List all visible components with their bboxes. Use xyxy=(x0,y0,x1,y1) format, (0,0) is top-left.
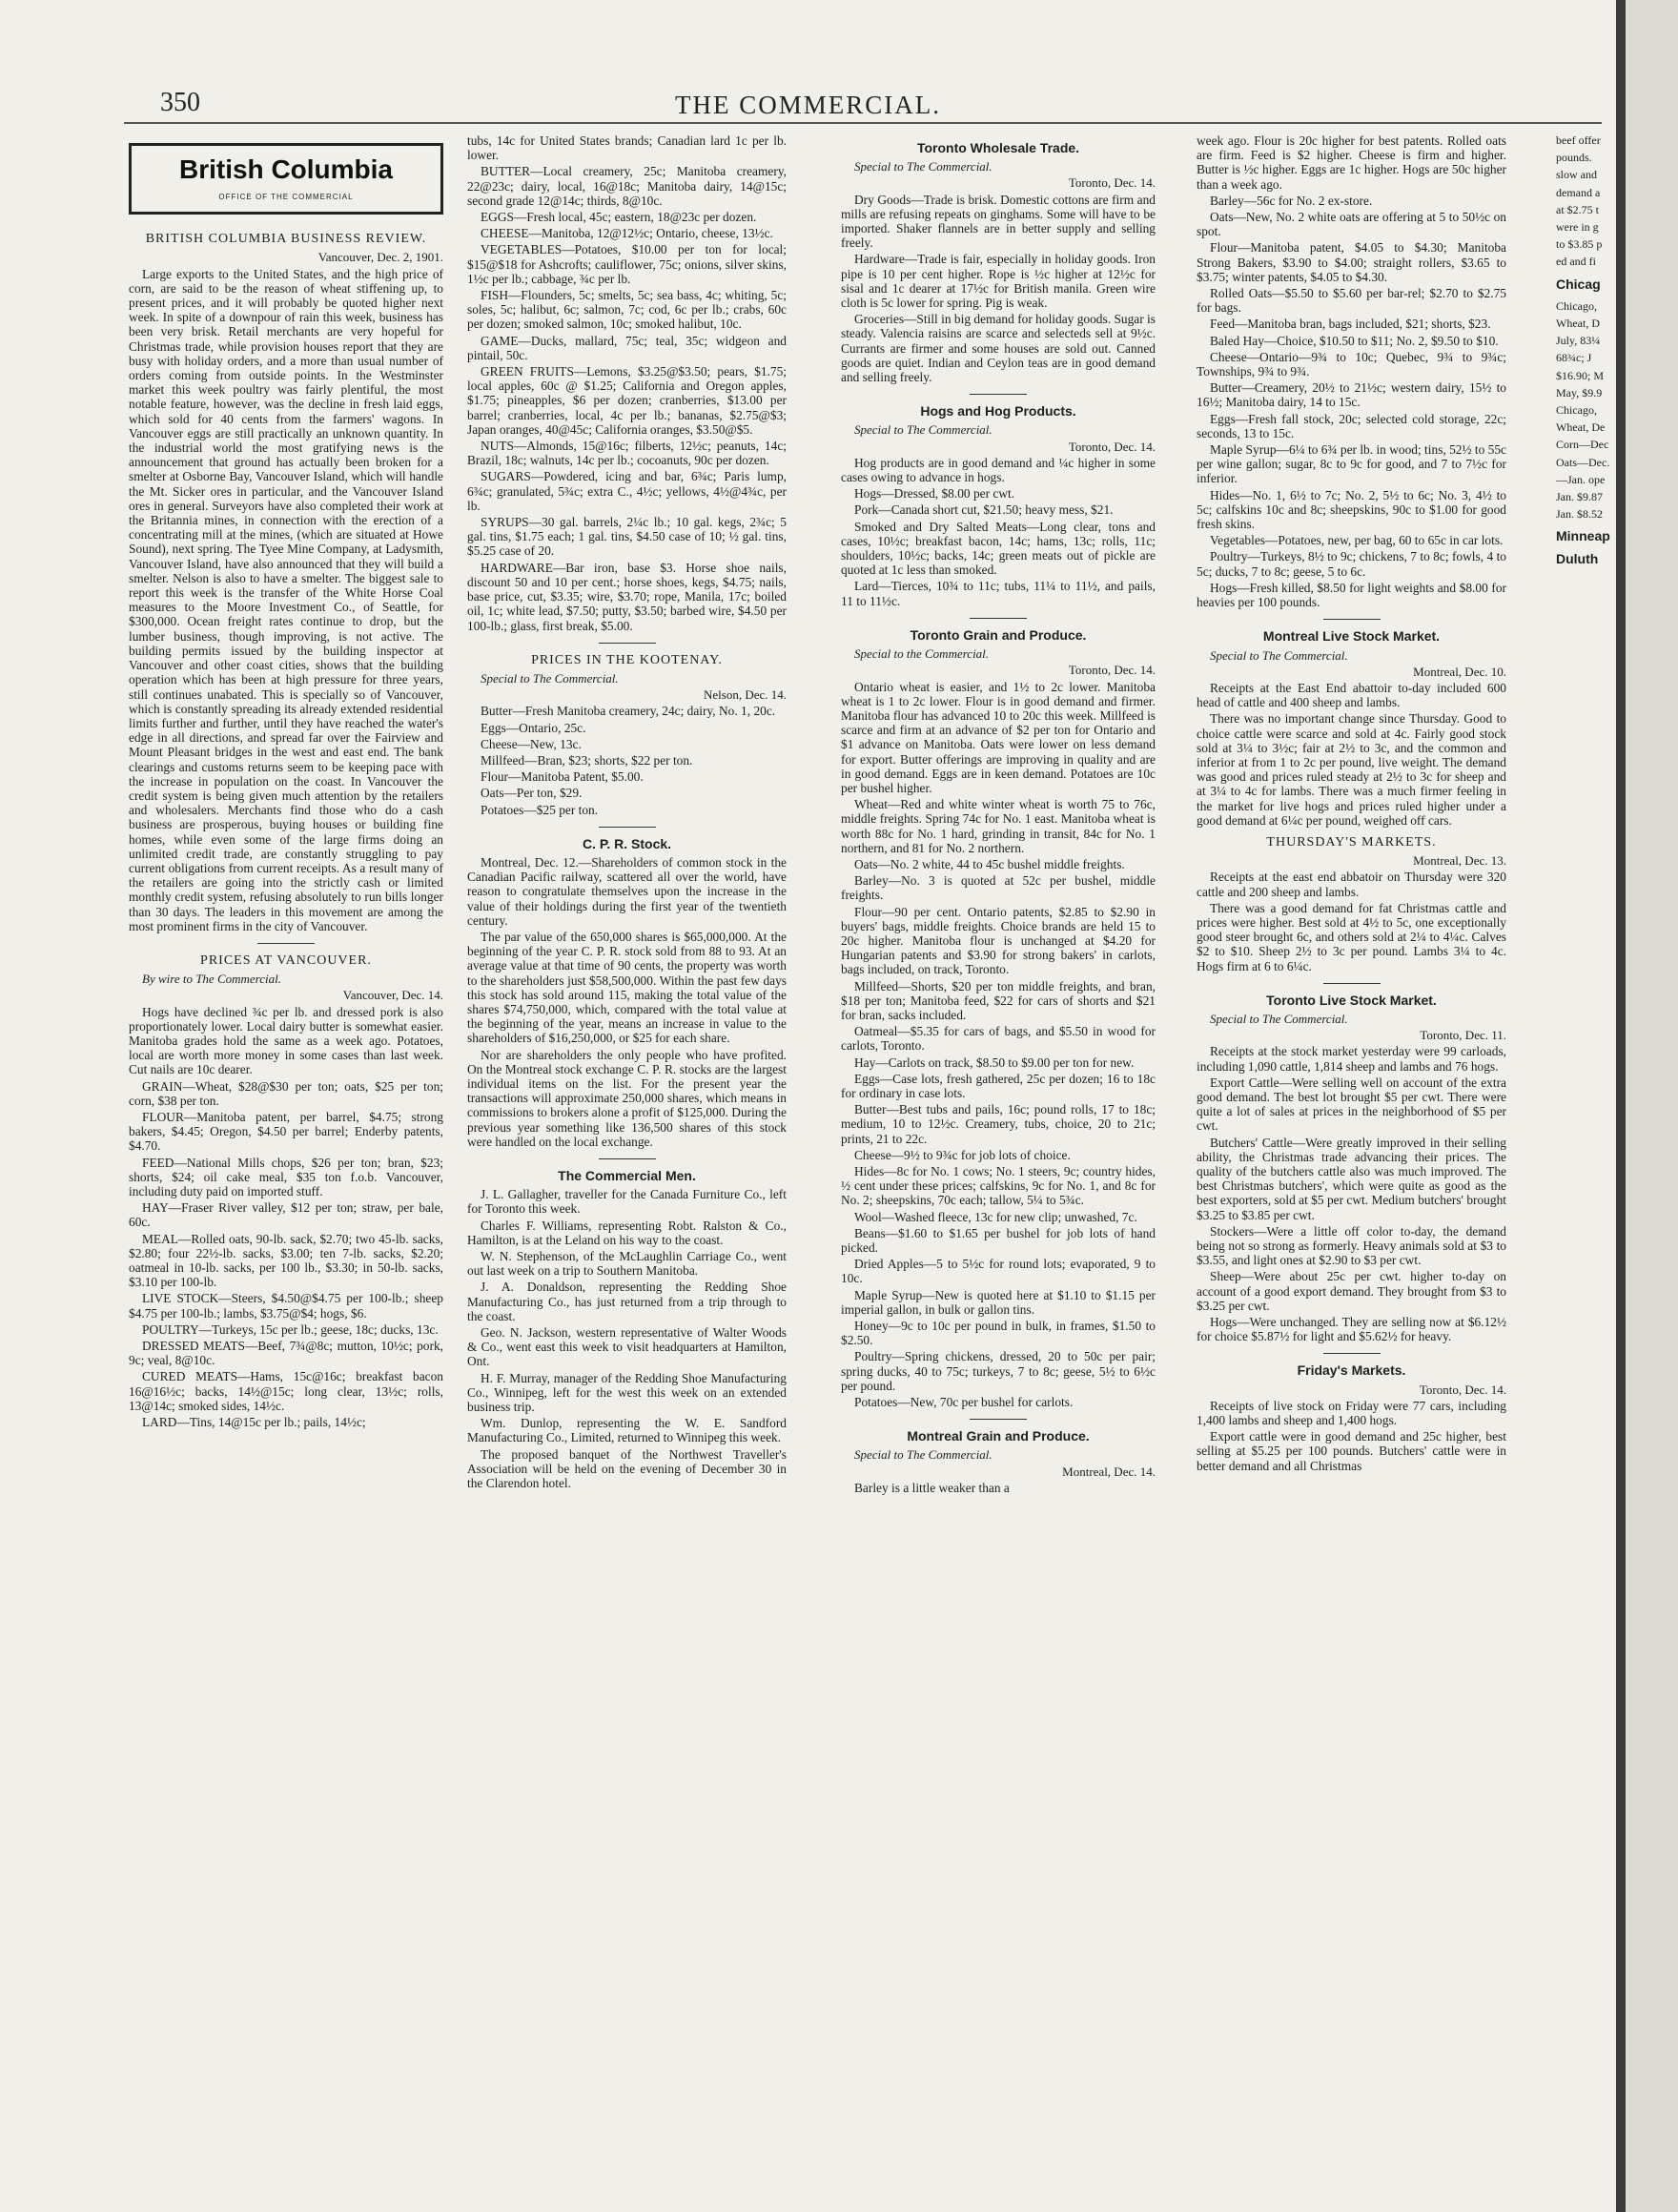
paragraph: Export Cattle—Were selling well on account of the extra good demand. The best lot brought $5 per cwt. There were quite a lot of sales at prices in the neighborhood of $5 per cwt. xyxy=(1197,1075,1506,1134)
paragraph: Hog products are in good demand and ¼c higher in some cases owing to advance in hogs. xyxy=(841,455,1156,485)
byline: Special to The Commercial. xyxy=(854,1447,992,1463)
byline: Special to The Commercial. xyxy=(1210,647,1348,663)
article-heading: Toronto Live Stock Market. xyxy=(1266,992,1437,1008)
paragraph: Receipts of live stock on Friday were 77 cars, including 1,400 lambs and sheep and 1,400 hogs. xyxy=(1197,1398,1506,1428)
paragraph: Oats—New, No. 2 white oats are offering at 5 to 50½c on spot. xyxy=(1197,210,1506,239)
paragraph: Dried Apples—5 to 5½c for round lots; evaporated, 9 to 10c. xyxy=(841,1257,1156,1286)
separator xyxy=(970,618,1027,619)
paragraph: Eggs—Case lots, fresh gathered, 25c per dozen; 16 to 18c for ordinary in case lots. xyxy=(841,1071,1156,1100)
paragraph: Wheat—Red and white winter wheat is worth 75 to 76c, middle freights. Spring 74c for No. 1 east. Manitoba wheat is worth 88c for No. 1 hard, grinding in transit, 84c for No. 1 northern, and 81 for No. 2 northern. xyxy=(841,797,1156,855)
scan-gutter xyxy=(1616,0,1678,2212)
paragraph: Dry Goods—Trade is brisk. Domestic cottons are firm and mills are refusing repeats on ginghams. Some will have to be imported. Shaker flannels are in better supply and selling freely. xyxy=(841,192,1156,251)
separator xyxy=(1323,983,1381,984)
column-1 xyxy=(129,133,443,1431)
article-heading: Toronto Wholesale Trade. xyxy=(916,140,1080,155)
paragraph: Flour—Manitoba patent, $4.05 to $4.30; Manitoba Strong Bakers, $3.90 to $4.00; straight rollers, $3.65 to $3.75; winter patents, $4.05 to $4.30. xyxy=(1197,240,1506,284)
paragraph: Hogs—Were unchanged. They are selling now at $6.12½ for choice $5.87½ for light and $5.62½ for heavy. xyxy=(1197,1315,1506,1344)
article-heading: PRICES AT VANCOUVER. xyxy=(200,952,372,968)
paragraph: Cheese—Ontario—9¾ to 10c; Quebec, 9¾ to 9¾c; Townships, 9¾ to 9¾. xyxy=(1197,349,1506,379)
line: 68¾c; J xyxy=(1556,351,1592,365)
separator xyxy=(599,827,656,828)
byline: By wire to The Commercial. xyxy=(142,972,281,987)
line: Wheat, De xyxy=(1556,420,1606,435)
paragraph: Stockers—Were a little off color to-day, the demand being not so strong as formerly. Heavy animals sold at $3 to $3.55, and light ones at $2.90 to $3 per cwt. xyxy=(1197,1223,1506,1268)
byline: Special to The Commercial. xyxy=(854,159,992,174)
paragraph: Flour—Manitoba Patent, $5.00. xyxy=(481,769,644,785)
line: Jan. $8.52 xyxy=(1556,507,1603,522)
paragraph: Flour—90 per cent. Ontario patents, $2.85 to $2.90 in buyers' bags, middle freights. Choice brands are held 15 to 20c higher. Manitoba flour is unchanged at $4.20 for Hungarian patents and $3.90 for strong bakers' in carlots, bags included, on track, Toronto. xyxy=(841,904,1156,977)
paragraph: Groceries—Still in big demand for holiday goods. Sugar is steady. Valencia raisins are scarce and selecteds sell at 9½c. Currants are firmer and some houses are sold out. Canned goods are quiet. Indian and Ceylon teas are in good demand and selling freely. xyxy=(841,312,1156,385)
separator xyxy=(599,1158,656,1159)
article-heading: THURSDAY'S MARKETS. xyxy=(1266,834,1437,850)
byline: Special to The Commercial. xyxy=(481,670,619,686)
separator xyxy=(970,1419,1027,1420)
line: Jan. $9.87 xyxy=(1556,490,1603,504)
line: to $3.85 p xyxy=(1556,237,1603,252)
paragraph: Wm. Dunlop, representing the W. E. Sandford Manufacturing Co., Limited, returned to Winnipeg this week. xyxy=(467,1416,787,1445)
paragraph: BUTTER—Local creamery, 25c; Manitoba creamery, 22@23c; dairy, local, 16@18c; Manitoba dairy, 14@15c; second grade 12@14c; thirds, 8@10c. xyxy=(467,164,787,208)
paragraph: Maple Syrup—6¼ to 6¾ per lb. in wood; tins, 52½ to 55c per wine gallon; sugar, 8c to 9c for good, and 7 to 7½c for inferior. xyxy=(1197,442,1506,486)
paragraph: There was a good demand for fat Christmas cattle and prices were higher. Best sold at 4½ to 5c, one exceptionally good steer brought 6c, and others sold at 2¼ to 4¼c. Calves $2 to $10. Sheep 2½ to 3c per pound. Lambs 3¼ to 4c. Hogs firm at 6 to 6¼c. xyxy=(1197,900,1506,973)
paragraph: Geo. N. Jackson, western representative of Walter Woods & Co., went east this week to visit headquarters at Hamilton, Ont. xyxy=(467,1325,787,1369)
paragraph: HAY—Fraser River valley, $12 per ton; straw, per bale, 60c. xyxy=(129,1200,443,1230)
separator xyxy=(1323,619,1381,620)
column-5-cropped xyxy=(1556,133,1618,574)
header-rule xyxy=(124,122,1602,124)
article-heading: Montreal Live Stock Market. xyxy=(1262,628,1441,645)
paragraph: Hogs have declined ¾c per lb. and dressed pork is also proportionately lower. Local dairy butter is somewhat easier. Manitoba grades hold the same as a week ago. Potatoes, local are worth more money in some cases than last week. Cut nails are 10c dearer. xyxy=(129,1004,443,1077)
byline: Special to the Commercial. xyxy=(854,646,990,662)
paragraph: FLOUR—Manitoba patent, per barrel, $4.75; strong bakers, $4.45; Oregon, $4.50 per barrel; Enderby patents, $4.70. xyxy=(129,1109,443,1154)
paragraph: Baled Hay—Choice, $10.50 to $11; No. 2, $9.50 to $10. xyxy=(1210,333,1499,348)
paragraph: Ontario wheat is easier, and 1½ to 2c lower. Manitoba wheat is 1 to 2c lower. Flour is in good demand and firmer. Manitoba flour has advanced 10 to 20c this week. Millfeed is scarce and firm at an advance of $2 per ton for Ontario and $1 advance on Manitoba. Oats were lower on less demand for export. Butter offerings are improving in quality and are in good demand. Eggs are in keen demand. Potatoes are 10c per bushel higher. xyxy=(841,679,1156,795)
paragraph: FEED—National Mills chops, $26 per ton; bran, $23; shorts, $24; oil cake meal, $35 ton f.o.b. Vancouver, including duty paid on imported stuff. xyxy=(129,1155,443,1198)
separator xyxy=(257,943,315,944)
paragraph: Poultry—Turkeys, 8½ to 9c; chickens, 7 to 8c; fowls, 4 to 5c; ducks, 7 to 8c; geese, 5 to 6c. xyxy=(1197,549,1506,579)
dateline: Montreal, Dec. 14. xyxy=(1062,1464,1156,1479)
paragraph: Potatoes—$25 per ton. xyxy=(481,802,599,817)
dateline: Toronto, Dec. 14. xyxy=(1068,175,1156,191)
line: —Jan. ope xyxy=(1556,472,1606,486)
paragraph: Butchers' Cattle—Were greatly improved in their selling ability, the Christmas trade advancing their prices. The quality of the butchers cattle also was much improved. The best Christmas butchers', which were quite as good as the best exporters, sold at $5 per cwt. Medium butchers' brought $3.25 to $3.85 per cwt. xyxy=(1197,1135,1506,1222)
paragraph: The proposed banquet of the Northwest Traveller's Association will be held on the evening of December 30 in the Clarendon hotel. xyxy=(467,1446,787,1491)
paragraph: Pork—Canada short cut, $21.50; heavy mess, $21. xyxy=(854,502,1114,518)
paragraph: Hogs—Fresh killed, $8.50 for light weights and $8.00 for heavies per 100 pounds. xyxy=(1197,580,1506,610)
line: Corn—Dec xyxy=(1556,438,1609,452)
paragraph: Oats—Per ton, $29. xyxy=(481,786,583,801)
dateline: Vancouver, Dec. 2, 1901. xyxy=(317,250,443,265)
paragraph: tubs, 14c for United States brands; Canadian lard 1c per lb. lower. xyxy=(467,133,787,163)
paragraph: W. N. Stephenson, of the McLaughlin Carriage Co., went out last week on a trip to Southern Manitoba. xyxy=(467,1249,787,1279)
paragraph: NUTS—Almonds, 15@16c; filberts, 12½c; peanuts, 14c; Brazil, 18c; walnuts, 14c per lb.; cocoanuts, 90c per dozen. xyxy=(467,439,787,468)
line: Chicago, xyxy=(1556,298,1597,313)
column-4 xyxy=(1197,133,1506,1475)
paragraph: Cheese—9½ to 9¾c for job lots of choice. xyxy=(854,1147,1071,1162)
line: July, 83¼ xyxy=(1556,334,1601,348)
paragraph: Hides—No. 1, 6½ to 7c; No. 2, 5½ to 6c; No. 3, 4½ to 5c; calfskins 10c and 8c; sheepskins, 90c to $1.00 for good fresh skins. xyxy=(1197,487,1506,532)
paragraph: Smoked and Dry Salted Meats—Long clear, tons and cases, 10½c; breakfast bacon, 14c; hams, 13c; rolls, 11c; shoulders, 10½c; backs, 14c; green meats out of pickle are quoted at 1c less than smoked. xyxy=(841,519,1156,578)
dateline: Nelson, Dec. 14. xyxy=(703,687,787,703)
paragraph: Rolled Oats—$5.50 to $5.60 per bar-rel; $2.70 to $2.75 for bags. xyxy=(1197,286,1506,316)
paragraph: Lard—Tierces, 10¾ to 11c; tubs, 11¼ to 11½, and pails, 11 to 11½c. xyxy=(841,579,1156,608)
paragraph: Millfeed—Bran, $23; shorts, $22 per ton. xyxy=(481,752,693,768)
paragraph: There was no important change since Thursday. Good to choice cattle were scarce and sold at 4c. Fairly good stock sold at 3¼ to 3½c; fair at 2½ to 3c, and the common and inferior at from 1 to 2c per pound, live weight. The demand was good and prices ruled steady at 2½ to 3c for sheep and at 3¼ to 4c for lambs. There was a much firmer feeling in the market for live hogs and prices ruled higher under a good demand at 6¼c per pound, weighed off cars. xyxy=(1197,711,1506,828)
line: $16.90; M xyxy=(1556,368,1605,382)
paragraph: POULTRY—Turkeys, 15c per lb.; geese, 18c; ducks, 13c. xyxy=(142,1321,439,1337)
paragraph: Charles F. Williams, representing Robt. Ralston & Co., Hamilton, is at the Leland on his way to the coast. xyxy=(467,1218,787,1247)
separator xyxy=(599,643,656,644)
article-heading: The Commercial Men. xyxy=(558,1168,696,1183)
paragraph: Montreal, Dec. 12.—Shareholders of common stock in the Canadian Pacific railway, scattered all over the world, have reason to congratulate themselves upon the increase in the value of their holdings during the first year of the twentieth century. xyxy=(467,854,787,928)
article-heading: PRICES IN THE KOOTENAY. xyxy=(531,652,723,667)
paragraph: Feed—Manitoba bran, bags included, $21; shorts, $23. xyxy=(1210,317,1491,332)
line: Wheat, D xyxy=(1556,317,1600,331)
line: demand a xyxy=(1556,185,1601,199)
article-heading: Duluth xyxy=(1556,550,1599,566)
paragraph: week ago. Flour is 20c higher for best patents. Rolled oats are firm. Feed is $2 higher. Cheese is firm and higher. Butter is ½c higher. Eggs are 1c higher. Hogs are 50c higher than a week ago. xyxy=(1197,133,1506,192)
paragraph: Barley—56c for No. 2 ex-store. xyxy=(1210,193,1373,208)
line: ed and fi xyxy=(1556,255,1596,269)
paragraph: VEGETABLES—Potatoes, $10.00 per ton for local; $15@$18 for Ashcrofts; cauliflower, 75c; onions, silver skins, 1½c per lb.; cabbage, ¾c per lb. xyxy=(467,242,787,286)
line: Oats—Dec. xyxy=(1556,455,1610,469)
separator xyxy=(970,394,1027,395)
dateline: Vancouver, Dec. 14. xyxy=(342,988,443,1003)
paragraph: Receipts at the stock market yesterday were 99 carloads, including 1,090 cattle, 1,814 sheep and lambs and 76 hogs. xyxy=(1197,1044,1506,1074)
paragraph: Receipts at the East End abattoir to-day included 600 head of cattle and 400 sheep and lambs. xyxy=(1197,680,1506,710)
paragraph: Hides—8c for No. 1 cows; No. 1 steers, 9c; country hides, ½ cent under these prices; calfskins, 9c for No. 1, and 8c for No. 2; sheepskins, 70c each; tallow, 5¼ to 5¾c. xyxy=(841,1164,1156,1208)
paragraph: The par value of the 650,000 shares is $65,000,000. At the beginning of the year C. P. R. stock sold from 88 to 93. At an average value at that time of 90 cents, the property was worth to the shareholders just $58,500,000. Within the past few days this stock has sold around 115, making the total value of the shares $74,750,000, which, compared with the total value at the beginning of the year, means an increase in value to the shareholders of $16,250,000, or $25 for each share. xyxy=(467,929,787,1046)
paragraph: Sheep—Were about 25c per cwt. higher to-day on account of a good export demand. They brought from $3 to $3.25 per cwt. xyxy=(1197,1269,1506,1313)
article-heading: Hogs and Hog Products. xyxy=(920,403,1076,420)
paragraph: HARDWARE—Bar iron, base $3. Horse shoe nails, discount 50 and 10 per cent.; horse shoes, kegs, $4.75; nails, base price, cut, $3.35; wire, $3.70; rope, Manila, 17c; boiled oil, 1c; white lead, $7.50; putty, $3.50; barbed wire, $4.50 per 100-lb.; glass, first break, $5.00. xyxy=(467,560,787,633)
paragraph: Nor are shareholders the only people who have profited. On the Montreal stock exchange C. P. R. stocks are the largest individual items on the list. For the present year the transactions will approximate 250,000 shares, which means in commissions to brokers alone a profit of $125,000. During the previous year something like 136,500 shares of this stock were handled on the local exchange. xyxy=(467,1047,787,1149)
paragraph: Butter—Best tubs and pails, 16c; pound rolls, 17 to 18c; medium, 10 to 12½c. Creamery, tubs, choice, 20 to 21c; prints, 21 to 22c. xyxy=(841,1102,1156,1146)
line: Chicago, xyxy=(1556,403,1597,418)
separator xyxy=(1323,1353,1381,1354)
paragraph: Vegetables—Potatoes, new, per bag, 60 to 65c in car lots. xyxy=(1210,533,1504,548)
paragraph: GRAIN—Wheat, $28@$30 per ton; oats, $25 per ton; corn, $38 per ton. xyxy=(129,1078,443,1108)
paragraph: Eggs—Fresh fall stock, 20c; selected cold storage, 22c; seconds, 13 to 15c. xyxy=(1197,411,1506,440)
paragraph: Oatmeal—$5.35 for cars of bags, and $5.50 in wood for carlots, Toronto. xyxy=(841,1024,1156,1054)
byline: Special to The Commercial. xyxy=(1210,1011,1348,1026)
line: beef offer xyxy=(1556,133,1601,147)
paragraph: Potatoes—New, 70c per bushel for carlots. xyxy=(854,1395,1074,1410)
paragraph: H. F. Murray, manager of the Redding Shoe Manufacturing Co., Winnipeg, left for the west this week on an extended business trip. xyxy=(467,1370,787,1415)
section-box xyxy=(129,143,443,215)
next-page-edge xyxy=(1626,0,1678,2212)
paragraph: Wool—Washed fleece, 13c for new clip; unwashed, 7c. xyxy=(854,1209,1137,1224)
section-title: British Columbia xyxy=(178,154,393,184)
paragraph: CHEESE—Manitoba, 12@12½c; Ontario, cheese, 13½c. xyxy=(481,226,773,241)
section-subtitle: OFFICE OF THE COMMERCIAL xyxy=(218,193,354,201)
page-number: 350 xyxy=(160,88,200,117)
line: were in g xyxy=(1556,220,1599,235)
dateline: Toronto, Dec. 14. xyxy=(1068,439,1156,454)
paragraph: Oats—No. 2 white, 44 to 45c bushel middle freights. xyxy=(854,856,1125,871)
paragraph: EGGS—Fresh local, 45c; eastern, 18@23c per dozen. xyxy=(481,210,757,225)
paragraph: Butter—Creamery, 20½ to 21½c; western dairy, 15½ to 16½; Manitoba dairy, 14 to 15c. xyxy=(1197,380,1506,410)
paragraph: GAME—Ducks, mallard, 75c; teal, 35c; widgeon and pintail, 50c. xyxy=(467,333,787,362)
line: slow and xyxy=(1556,168,1597,182)
paragraph: FISH—Flounders, 5c; smelts, 5c; sea bass, 4c; whiting, 5c; soles, 5c; halibut, 6c; salmon, 7c; cod, 6c per lb.; crabs, 60c per dozen; smoked salmon, 10c; smoked halibut, 10c. xyxy=(467,288,787,332)
paragraph: Maple Syrup—New is quoted here at $1.10 to $1.15 per imperial gallon, in bulk or gallon tins. xyxy=(841,1287,1156,1317)
article-heading: Friday's Markets. xyxy=(1297,1362,1406,1379)
paragraph: Millfeed—Shorts, $20 per ton middle freights, and bran, $18 per ton; Manitoba feed, $22 for cars of shorts and $21 for bran, sacks included. xyxy=(841,978,1156,1022)
paragraph: Barley—No. 3 is quoted at 52c per bushel, middle freights. xyxy=(841,873,1156,903)
paragraph: SYRUPS—30 gal. barrels, 2¼c lb.; 10 gal. kegs, 2¾c; 5 gal. tins, $1.75 each; 1 gal. tins, $4.50 case of 10; ½ gal. tins, $5.25 case of 20. xyxy=(467,515,787,559)
line: May, $9.9 xyxy=(1556,385,1603,399)
article-heading: Minneap xyxy=(1556,528,1610,544)
paragraph: Hogs—Dressed, $8.00 per cwt. xyxy=(854,486,1015,502)
paragraph: CURED MEATS—Hams, 15c@16c; breakfast bacon 16@16½c; backs, 14½@15c; long clear, 13½c; rolls, 13@14c; smoked sides, 14½c. xyxy=(129,1369,443,1413)
column-2 xyxy=(467,133,787,1492)
article-heading: BRITISH COLUMBIA BUSINESS REVIEW. xyxy=(145,232,427,247)
paragraph: Large exports to the United States, and the high price of corn, are said to be the reason of wheat stiffening up, to present prices, and it will probably be quoted higher next week. In spite of a downpour of rain this week, business has been very brisk. Retail merchants are very hopeful for Christmas trade, while provision houses report that they are busy with holiday orders, and a more than usual number of orders coming from outside points. In the Westminster market this week poultry was fairly plentiful, the most notable feature, however, was the decline in fresh laid eggs, which sold for 40 cents from the farmers' wagons. In Vancouver eggs are still practically an unknown quantity. In the industrial world the most gratifying news is the announcement that ground has actually been broken for a smelter at Osborne Bay, Vancouver Island, which will handle the Mt. Sicker ores in particular, and the Vancouver Island ores in general. Surveyors have also completed their work at the Britannia mines, in connection with the erection of a concentrating mill at the mines, (which are situated at Howe Sound), next spring. The Tyee Mine Company, at Ladysmith, Vancouver Island, have also announced that they will build a smelter. Nelson is also to have a smelter. The biggest sale to report this week is the transfer of the White Horse Coal measures to the Moore Investment Co., of Seattle, for $300,000. Ocean freight rates continue to drop, but the lumber business, though improving, is not active. The building permits issued by the building inspector at Vancouver and other coast cities, shows that the building operation which has been at high pressure for three years, still continues unabated. This is specially so of Vancouver, which is constantly spreading its already extended residential limits further and further, until they have reached the water's edge in all directions, and spread far over the Fairview and Mount Pleasant bridges in the west and east end. The bank clearings and customs returns seem to be keeping pace with the increase in population on the coast. In Vancouver the credit system is being given much attention by the retailers and wholesalers. Merchants find those who do a cash business are prosperous, buying houses or building fine homes, while even some of the large firms doing an unlimited credit trade, are constantly struggling to pay current obligations from current receipts. As a result many of the retailers are going into the strictly cash or limited monthly credit system, refusing absolutely to run bills longer than 30 days. The leaders in this movement are among the most prominent firms in the city of Vancouver. xyxy=(129,266,443,933)
byline: Special to The Commercial. xyxy=(854,422,992,438)
paragraph: Eggs—Ontario, 25c. xyxy=(481,720,586,735)
paragraph: DRESSED MEATS—Beef, 7¾@8c; mutton, 10½c; pork, 9c; veal, 8@10c. xyxy=(129,1339,443,1368)
paragraph: Hay—Carlots on track, $8.50 to $9.00 per ton for new. xyxy=(854,1055,1135,1070)
paragraph: Cheese—New, 13c. xyxy=(481,736,582,751)
page-title: THE COMMERCIAL. xyxy=(675,91,941,119)
article-heading: Toronto Grain and Produce. xyxy=(910,626,1087,643)
line: pounds. xyxy=(1556,151,1592,165)
paragraph: Hardware—Trade is fair, especially in holiday goods. Iron pipe is 10 per cent higher. Rope is ½c higher at 12½c for sisal and 1c dearer at 17½c for British manila. Green wire cloth is 5c lower for spring. Pig is weak. xyxy=(841,252,1156,311)
paragraph: SUGARS—Powdered, icing and bar, 6¾c; Paris lump, 6¾c; granulated, 5¾c; extra C., 4½c; yellows, 4½@4¾c, per lb. xyxy=(467,469,787,513)
paragraph: LARD—Tins, 14@15c per lb.; pails, 14½c; xyxy=(142,1415,366,1430)
paragraph: GREEN FRUITS—Lemons, $3.25@$3.50; pears, $1.75; local apples, 60c @ $1.25; California and Oregon apples, $1.75; pineapples, $6 per dozen; cranberries, $13.00 per barrel; cranberries, local, 4c per lb.; bananas, $2.75@$3; Japan oranges, 40@45c; California oranges, $3.50@$5. xyxy=(467,364,787,437)
paragraph: J. A. Donaldson, representing the Redding Shoe Manufacturing Co., has just returned from a trip through to the coast. xyxy=(467,1280,787,1323)
paragraph: J. L. Gallagher, traveller for the Canada Furniture Co., left for Toronto this week. xyxy=(467,1187,787,1217)
paragraph: Honey—9c to 10c per pound in bulk, in frames, $1.50 to $2.50. xyxy=(841,1319,1156,1348)
article-heading: C. P. R. Stock. xyxy=(582,835,672,851)
paragraph: Butter—Fresh Manitoba creamery, 24c; dairy, No. 1, 20c. xyxy=(481,704,776,719)
dateline: Montreal, Dec. 13. xyxy=(1413,853,1506,869)
article-heading: Chicag xyxy=(1556,276,1601,292)
dateline: Toronto, Dec. 11. xyxy=(1420,1028,1506,1043)
paragraph: MEAL—Rolled oats, 90-lb. sack, $2.70; two 45-lb. sacks, $2.80; four 22½-lb. sacks, $3.00; ten 7-lb. sacks, $2.20; oatmeal in 10-lb. sacks, per 100 lb., $3.30; in 50-lb. sacks, $3.10 per 100-lb. xyxy=(129,1231,443,1290)
dateline: Toronto, Dec. 14. xyxy=(1068,663,1156,678)
dateline: Toronto, Dec. 14. xyxy=(1419,1382,1506,1397)
article-heading: Montreal Grain and Produce. xyxy=(907,1428,1090,1444)
column-3 xyxy=(841,133,1156,1497)
paragraph: Poultry—Spring chickens, dressed, 20 to 50c per pair; spring ducks, 40 to 75c; turkeys, 7 to 8c; geese, 5½ to 6½c per pound. xyxy=(841,1349,1156,1393)
paragraph: LIVE STOCK—Steers, $4.50@$4.75 per 100-lb.; sheep $4.75 per 100-lb.; lambs, $3.75@$4; hogs, $6. xyxy=(129,1291,443,1321)
dateline: Montreal, Dec. 10. xyxy=(1413,664,1506,679)
paragraph: Beans—$1.60 to $1.65 per bushel for job lots of hand picked. xyxy=(841,1225,1156,1256)
paragraph: Export cattle were in good demand and 25c higher, best selling at $5.25 per 100 pounds. Butchers' cattle were in better demand and all Christmas xyxy=(1197,1429,1506,1473)
paragraph: Barley is a little weaker than a xyxy=(854,1480,1010,1495)
paragraph: Receipts at the east end abbatoir on Thursday were 320 cattle and 200 sheep and lambs. xyxy=(1197,870,1506,899)
line: at $2.75 t xyxy=(1556,202,1599,216)
